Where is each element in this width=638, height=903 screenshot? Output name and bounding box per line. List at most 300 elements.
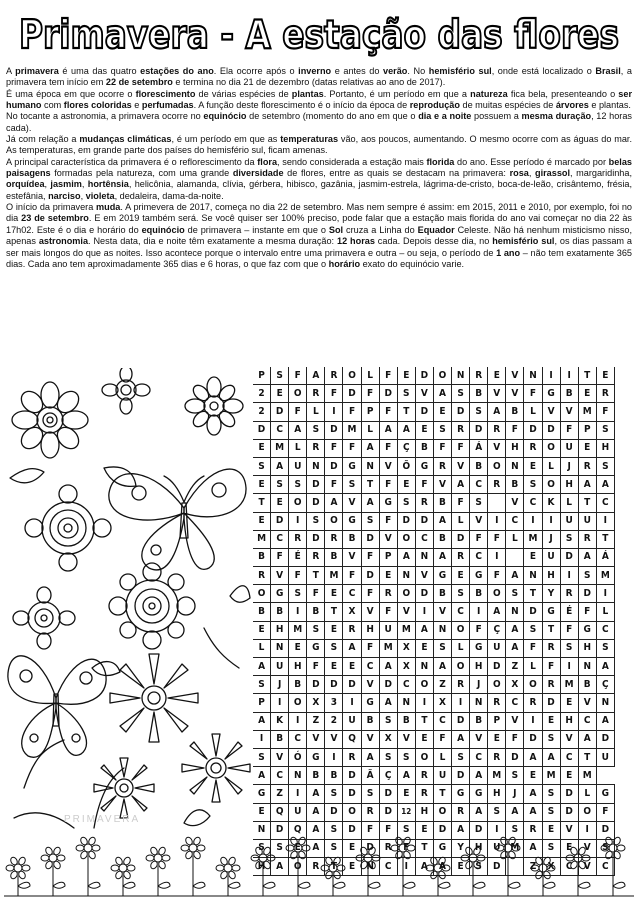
grid-cell[interactable]: J	[506, 785, 524, 803]
grid-cell[interactable]: A	[433, 658, 451, 676]
grid-cell[interactable]: S	[488, 803, 506, 821]
grid-cell[interactable]: I	[596, 512, 614, 530]
grid-cell[interactable]: S	[560, 639, 578, 657]
grid-cell[interactable]: A	[433, 385, 451, 403]
grid-cell[interactable]: H	[361, 621, 379, 639]
grid-cell[interactable]: A	[271, 858, 289, 876]
grid-cell[interactable]	[506, 548, 524, 566]
grid-cell[interactable]: E	[271, 385, 289, 403]
grid-cell[interactable]: F	[542, 658, 560, 676]
grid-cell[interactable]: A	[253, 767, 271, 785]
grid-cell[interactable]: B	[470, 457, 488, 475]
grid-cell[interactable]: E	[289, 839, 307, 857]
grid-cell[interactable]: R	[433, 457, 451, 475]
grid-cell[interactable]: M	[325, 567, 343, 585]
grid-cell[interactable]: J	[470, 676, 488, 694]
grid-cell[interactable]: V	[470, 512, 488, 530]
grid-cell[interactable]: O	[397, 585, 415, 603]
grid-cell[interactable]: G	[470, 639, 488, 657]
grid-cell[interactable]: E	[253, 621, 271, 639]
grid-cell[interactable]: B	[470, 712, 488, 730]
grid-cell[interactable]: D	[470, 821, 488, 839]
grid-cell[interactable]: V	[379, 530, 397, 548]
grid-cell[interactable]: D	[506, 748, 524, 766]
grid-cell[interactable]: R	[542, 676, 560, 694]
grid-cell[interactable]: F	[379, 403, 397, 421]
grid-cell[interactable]: A	[524, 803, 542, 821]
grid-cell[interactable]: B	[433, 530, 451, 548]
grid-cell[interactable]: S	[307, 421, 325, 439]
grid-cell[interactable]: J	[560, 457, 578, 475]
grid-cell[interactable]: F	[506, 421, 524, 439]
grid-cell[interactable]: C	[560, 748, 578, 766]
grid-cell[interactable]: E	[415, 821, 433, 839]
grid-cell[interactable]: B	[289, 676, 307, 694]
grid-cell[interactable]: I	[596, 585, 614, 603]
grid-cell[interactable]: Ç	[397, 439, 415, 457]
grid-cell[interactable]: K	[271, 712, 289, 730]
grid-cell[interactable]: N	[596, 694, 614, 712]
grid-cell[interactable]: F	[289, 367, 307, 385]
grid-cell[interactable]: X	[542, 858, 560, 876]
grid-cell[interactable]: O	[343, 367, 361, 385]
grid-cell[interactable]: S	[361, 512, 379, 530]
grid-cell[interactable]: A	[488, 603, 506, 621]
grid-cell[interactable]: Á	[470, 439, 488, 457]
grid-cell[interactable]: G	[415, 457, 433, 475]
grid-cell[interactable]: A	[379, 421, 397, 439]
grid-cell[interactable]: C	[506, 694, 524, 712]
grid-cell[interactable]: S	[325, 839, 343, 857]
grid-cell[interactable]: A	[596, 712, 614, 730]
grid-cell[interactable]: R	[379, 585, 397, 603]
grid-cell[interactable]: B	[506, 476, 524, 494]
grid-cell[interactable]: L	[361, 367, 379, 385]
grid-cell[interactable]: S	[307, 512, 325, 530]
grid-cell[interactable]: J	[271, 676, 289, 694]
grid-cell[interactable]: H	[542, 567, 560, 585]
grid-cell[interactable]: H	[271, 621, 289, 639]
grid-cell[interactable]: H	[470, 658, 488, 676]
grid-cell[interactable]: D	[415, 403, 433, 421]
grid-cell[interactable]: S	[596, 639, 614, 657]
grid-cell[interactable]: S	[397, 385, 415, 403]
grid-cell[interactable]: D	[397, 512, 415, 530]
grid-cell[interactable]: G	[307, 639, 325, 657]
grid-cell[interactable]: N	[361, 457, 379, 475]
grid-cell[interactable]: D	[415, 585, 433, 603]
grid-cell[interactable]: A	[361, 748, 379, 766]
grid-cell[interactable]: V	[271, 748, 289, 766]
grid-cell[interactable]: E	[253, 512, 271, 530]
grid-cell[interactable]: C	[397, 676, 415, 694]
grid-cell[interactable]: U	[488, 839, 506, 857]
grid-cell[interactable]: D	[325, 421, 343, 439]
grid-cell[interactable]: O	[289, 385, 307, 403]
grid-cell[interactable]: Ç	[379, 767, 397, 785]
grid-cell[interactable]: E	[343, 839, 361, 857]
grid-cell[interactable]: A	[307, 785, 325, 803]
grid-cell[interactable]: S	[524, 621, 542, 639]
grid-cell[interactable]: É	[560, 603, 578, 621]
grid-cell[interactable]: O	[325, 512, 343, 530]
grid-cell[interactable]: R	[488, 476, 506, 494]
grid-cell[interactable]: V	[379, 457, 397, 475]
grid-cell[interactable]: F	[361, 385, 379, 403]
grid-cell[interactable]: R	[452, 676, 470, 694]
grid-cell[interactable]: D	[542, 421, 560, 439]
grid-cell[interactable]: R	[289, 530, 307, 548]
grid-cell[interactable]: E	[524, 548, 542, 566]
grid-cell[interactable]: U	[271, 658, 289, 676]
grid-cell[interactable]: L	[596, 603, 614, 621]
grid-cell[interactable]: E	[524, 767, 542, 785]
grid-cell[interactable]: R	[488, 694, 506, 712]
grid-cell[interactable]: R	[542, 639, 560, 657]
grid-cell[interactable]: A	[452, 730, 470, 748]
grid-cell[interactable]: F	[343, 439, 361, 457]
grid-cell[interactable]: M	[289, 621, 307, 639]
grid-cell[interactable]: F	[361, 821, 379, 839]
grid-cell[interactable]: V	[271, 567, 289, 585]
grid-cell[interactable]: V	[506, 494, 524, 512]
grid-cell[interactable]: D	[433, 821, 451, 839]
grid-cell[interactable]: G	[470, 785, 488, 803]
grid-cell[interactable]: O	[542, 476, 560, 494]
grid-cell[interactable]: A	[578, 730, 596, 748]
grid-cell[interactable]: S	[596, 457, 614, 475]
grid-cell[interactable]: Ç	[488, 621, 506, 639]
grid-cell[interactable]: N	[452, 367, 470, 385]
grid-cell[interactable]: D	[271, 821, 289, 839]
grid-cell[interactable]: B	[307, 767, 325, 785]
grid-cell[interactable]: H	[506, 439, 524, 457]
grid-cell[interactable]: 2	[253, 385, 271, 403]
grid-cell[interactable]: X	[307, 694, 325, 712]
grid-cell[interactable]: O	[452, 621, 470, 639]
grid-cell[interactable]: O	[253, 585, 271, 603]
grid-cell[interactable]: C	[289, 730, 307, 748]
grid-cell[interactable]: A	[470, 767, 488, 785]
grid-cell[interactable]: D	[325, 676, 343, 694]
grid-cell[interactable]: S	[596, 421, 614, 439]
grid-cell[interactable]: A	[289, 421, 307, 439]
grid-cell[interactable]: G	[452, 785, 470, 803]
grid-cell[interactable]: B	[578, 676, 596, 694]
grid-cell[interactable]: N	[361, 858, 379, 876]
grid-cell[interactable]: S	[253, 748, 271, 766]
grid-cell[interactable]: S	[253, 676, 271, 694]
grid-cell[interactable]: F	[397, 839, 415, 857]
grid-cell[interactable]: F	[379, 512, 397, 530]
grid-cell[interactable]: H	[253, 858, 271, 876]
grid-cell[interactable]: B	[506, 403, 524, 421]
grid-cell[interactable]: E	[271, 494, 289, 512]
grid-cell[interactable]: T	[325, 603, 343, 621]
grid-cell[interactable]: R	[578, 530, 596, 548]
grid-cell[interactable]: C	[271, 421, 289, 439]
grid-cell[interactable]: M	[397, 621, 415, 639]
grid-cell[interactable]: M	[379, 639, 397, 657]
grid-cell[interactable]: Z	[506, 658, 524, 676]
grid-cell[interactable]: O	[433, 803, 451, 821]
grid-cell[interactable]: F	[452, 494, 470, 512]
grid-cell[interactable]: R	[488, 748, 506, 766]
grid-cell[interactable]	[488, 494, 506, 512]
grid-cell[interactable]: J	[542, 530, 560, 548]
grid-cell[interactable]: S	[542, 730, 560, 748]
grid-cell[interactable]: F	[524, 385, 542, 403]
grid-cell[interactable]: G	[271, 585, 289, 603]
grid-cell[interactable]: F	[289, 403, 307, 421]
grid-cell[interactable]: F	[379, 367, 397, 385]
grid-cell[interactable]: S	[433, 421, 451, 439]
grid-cell[interactable]: E	[560, 767, 578, 785]
grid-cell[interactable]: F	[524, 639, 542, 657]
grid-cell[interactable]: S	[542, 839, 560, 857]
grid-cell[interactable]: D	[560, 785, 578, 803]
grid-cell[interactable]: T	[325, 858, 343, 876]
grid-cell[interactable]: E	[452, 567, 470, 585]
grid-cell[interactable]: V	[452, 457, 470, 475]
grid-cell[interactable]: N	[253, 821, 271, 839]
grid-cell[interactable]: P	[253, 694, 271, 712]
grid-cell[interactable]: C	[524, 494, 542, 512]
grid-cell[interactable]: U	[289, 457, 307, 475]
grid-cell[interactable]: O	[433, 367, 451, 385]
grid-cell[interactable]: L	[524, 403, 542, 421]
grid-cell[interactable]: E	[415, 639, 433, 657]
grid-cell[interactable]: P	[361, 403, 379, 421]
grid-cell[interactable]: M	[271, 439, 289, 457]
grid-cell[interactable]: I	[289, 603, 307, 621]
grid-cell[interactable]: E	[397, 476, 415, 494]
grid-cell[interactable]: S	[253, 457, 271, 475]
grid-cell[interactable]: S	[397, 494, 415, 512]
grid-cell[interactable]: E	[253, 476, 271, 494]
grid-cell[interactable]: F	[596, 803, 614, 821]
grid-cell[interactable]: B	[271, 730, 289, 748]
grid-cell[interactable]: A	[361, 439, 379, 457]
grid-cell[interactable]: D	[343, 676, 361, 694]
grid-cell[interactable]: D	[415, 512, 433, 530]
grid-cell[interactable]: A	[433, 512, 451, 530]
grid-cell[interactable]: D	[343, 821, 361, 839]
grid-cell[interactable]: E	[452, 858, 470, 876]
grid-cell[interactable]: A	[307, 367, 325, 385]
grid-cell[interactable]: B	[470, 385, 488, 403]
grid-cell[interactable]: S	[361, 785, 379, 803]
grid-cell[interactable]: T	[542, 621, 560, 639]
grid-cell[interactable]: F	[343, 403, 361, 421]
grid-cell[interactable]: R	[307, 439, 325, 457]
grid-cell[interactable]: S	[524, 476, 542, 494]
grid-cell[interactable]: C	[361, 658, 379, 676]
grid-cell[interactable]: F	[506, 730, 524, 748]
grid-cell[interactable]: O	[289, 494, 307, 512]
grid-cell[interactable]: O	[542, 439, 560, 457]
grid-cell[interactable]: S	[397, 821, 415, 839]
grid-cell[interactable]: F	[415, 476, 433, 494]
grid-cell[interactable]: D	[271, 403, 289, 421]
grid-cell[interactable]: D	[343, 767, 361, 785]
grid-cell[interactable]: E	[325, 658, 343, 676]
grid-cell[interactable]: O	[415, 676, 433, 694]
grid-cell[interactable]: V	[415, 567, 433, 585]
grid-cell[interactable]: D	[271, 512, 289, 530]
grid-cell[interactable]: C	[596, 858, 614, 876]
grid-cell[interactable]: I	[415, 603, 433, 621]
grid-cell[interactable]: Ç	[596, 676, 614, 694]
grid-cell[interactable]: E	[488, 730, 506, 748]
grid-cell[interactable]: C	[415, 530, 433, 548]
grid-cell[interactable]: R	[470, 367, 488, 385]
grid-cell[interactable]: G	[253, 785, 271, 803]
grid-cell[interactable]: S	[253, 839, 271, 857]
grid-cell[interactable]: M	[596, 567, 614, 585]
grid-cell[interactable]: I	[488, 512, 506, 530]
grid-cell[interactable]: F	[433, 730, 451, 748]
grid-cell[interactable]: A	[452, 476, 470, 494]
grid-cell[interactable]: I	[560, 567, 578, 585]
grid-cell[interactable]: A	[397, 548, 415, 566]
grid-cell[interactable]: Z	[433, 676, 451, 694]
grid-cell[interactable]: X	[397, 658, 415, 676]
grid-cell[interactable]: S	[307, 621, 325, 639]
grid-cell[interactable]: S	[542, 785, 560, 803]
grid-cell[interactable]: U	[560, 512, 578, 530]
grid-cell[interactable]: I	[325, 403, 343, 421]
grid-cell[interactable]: P	[578, 421, 596, 439]
grid-cell[interactable]: Y	[542, 585, 560, 603]
grid-cell[interactable]: F	[488, 567, 506, 585]
grid-cell[interactable]: R	[325, 367, 343, 385]
grid-cell[interactable]: B	[433, 585, 451, 603]
grid-cell[interactable]: S	[289, 476, 307, 494]
grid-cell[interactable]: I	[343, 694, 361, 712]
grid-cell[interactable]: B	[470, 585, 488, 603]
grid-cell[interactable]: L	[361, 421, 379, 439]
grid-cell[interactable]: C	[560, 858, 578, 876]
grid-cell[interactable]: R	[307, 548, 325, 566]
grid-cell[interactable]: C	[452, 603, 470, 621]
grid-cell[interactable]: U	[542, 548, 560, 566]
grid-cell[interactable]: I	[253, 730, 271, 748]
grid-cell[interactable]: G	[361, 694, 379, 712]
grid-cell[interactable]: R	[379, 839, 397, 857]
grid-cell[interactable]: D	[542, 694, 560, 712]
grid-cell[interactable]: H	[470, 839, 488, 857]
grid-cell[interactable]: U	[379, 621, 397, 639]
grid-cell[interactable]: A	[578, 476, 596, 494]
grid-cell[interactable]: E	[578, 385, 596, 403]
grid-cell[interactable]: S	[325, 639, 343, 657]
grid-cell[interactable]: U	[343, 712, 361, 730]
grid-cell[interactable]: F	[325, 439, 343, 457]
grid-cell[interactable]: N	[307, 457, 325, 475]
grid-cell[interactable]: R	[415, 785, 433, 803]
grid-cell[interactable]: N	[506, 603, 524, 621]
grid-cell[interactable]: Õ	[397, 457, 415, 475]
grid-cell[interactable]: B	[560, 385, 578, 403]
grid-cell[interactable]: E	[542, 821, 560, 839]
grid-cell[interactable]: U	[596, 748, 614, 766]
grid-cell[interactable]: B	[253, 548, 271, 566]
grid-cell[interactable]: A	[307, 839, 325, 857]
grid-cell[interactable]: F	[560, 421, 578, 439]
grid-cell[interactable]: F	[379, 476, 397, 494]
grid-cell[interactable]: S	[379, 748, 397, 766]
grid-cell[interactable]: C	[470, 748, 488, 766]
grid-cell[interactable]: B	[343, 530, 361, 548]
grid-cell[interactable]: S	[506, 767, 524, 785]
grid-cell[interactable]: A	[415, 858, 433, 876]
grid-cell[interactable]: E	[397, 367, 415, 385]
grid-cell[interactable]: D	[325, 803, 343, 821]
grid-cell[interactable]: E	[343, 858, 361, 876]
grid-cell[interactable]: I	[542, 512, 560, 530]
grid-cell[interactable]: O	[488, 457, 506, 475]
grid-cell[interactable]: X	[433, 694, 451, 712]
grid-cell[interactable]: U	[289, 803, 307, 821]
grid-cell[interactable]: C	[433, 712, 451, 730]
grid-cell[interactable]: N	[470, 694, 488, 712]
grid-cell[interactable]: V	[433, 476, 451, 494]
grid-cell[interactable]: S	[325, 821, 343, 839]
grid-cell[interactable]: O	[415, 748, 433, 766]
grid-cell[interactable]: A	[307, 803, 325, 821]
grid-cell[interactable]: V	[470, 730, 488, 748]
grid-cell[interactable]: B	[325, 767, 343, 785]
grid-cell[interactable]: F	[325, 385, 343, 403]
grid-cell[interactable]: T	[361, 476, 379, 494]
grid-cell[interactable]: T	[578, 494, 596, 512]
grid-cell[interactable]: D	[307, 530, 325, 548]
grid-cell[interactable]: D	[596, 821, 614, 839]
grid-cell[interactable]: O	[289, 858, 307, 876]
grid-cell[interactable]: A	[433, 548, 451, 566]
grid-cell[interactable]: D	[361, 530, 379, 548]
grid-cell[interactable]: D	[307, 676, 325, 694]
grid-cell[interactable]: F	[379, 603, 397, 621]
grid-cell[interactable]: F	[452, 439, 470, 457]
grid-cell[interactable]: E	[325, 621, 343, 639]
grid-cell[interactable]: I	[325, 748, 343, 766]
grid-cell[interactable]: I	[289, 512, 307, 530]
grid-cell[interactable]: V	[343, 548, 361, 566]
grid-cell[interactable]: E	[542, 712, 560, 730]
grid-cell[interactable]: Y	[452, 839, 470, 857]
grid-cell[interactable]: C	[596, 494, 614, 512]
grid-cell[interactable]: D	[524, 421, 542, 439]
grid-cell[interactable]: R	[415, 767, 433, 785]
grid-cell[interactable]: E	[343, 658, 361, 676]
grid-cell[interactable]: R	[488, 421, 506, 439]
grid-cell[interactable]: T	[596, 530, 614, 548]
grid-cell[interactable]: I	[578, 821, 596, 839]
grid-cell[interactable]: I	[397, 858, 415, 876]
grid-cell[interactable]: D	[379, 803, 397, 821]
grid-cell[interactable]: V	[506, 367, 524, 385]
grid-cell[interactable]: I	[452, 694, 470, 712]
grid-cell[interactable]: O	[289, 694, 307, 712]
grid-cell[interactable]: E	[560, 694, 578, 712]
grid-cell[interactable]: I	[524, 712, 542, 730]
grid-cell[interactable]: 12	[397, 803, 415, 821]
grid-cell[interactable]: L	[253, 639, 271, 657]
grid-cell[interactable]: R	[307, 385, 325, 403]
grid-cell[interactable]: I	[271, 694, 289, 712]
